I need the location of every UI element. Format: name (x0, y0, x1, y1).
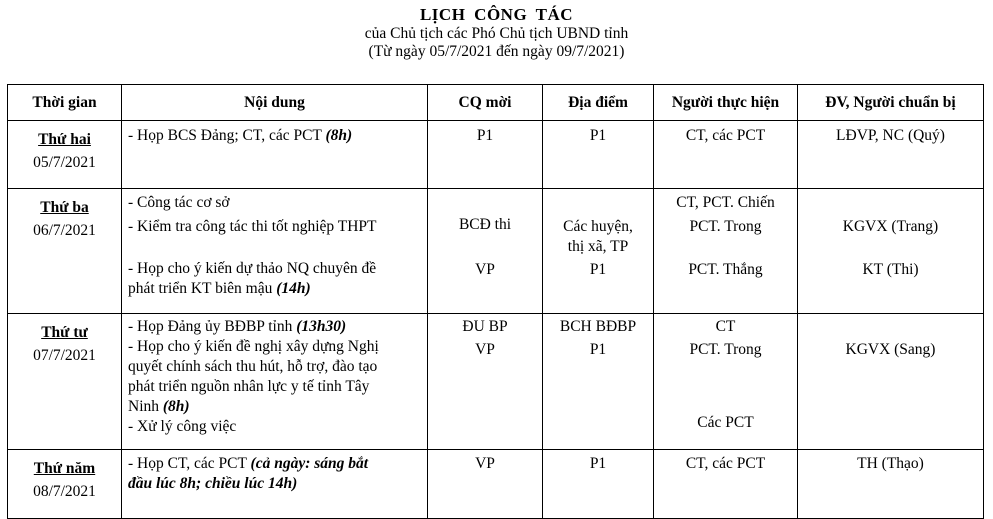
prep-cell: LĐVP, NC (Quý) (798, 121, 984, 189)
place-cell: Các huyện, thị xã, TP P1 (543, 189, 654, 314)
agenda-item: - Công tác cơ sở (128, 194, 230, 211)
schedule-table (7, 84, 984, 519)
day-cell (8, 450, 122, 519)
agenda-item: - Họp cho ý kiến đề nghị xây dựng Nghị quyết chính sách thu hút, hỗ trợ, đào tạo phát triển nguồn nhân lực y tế tỉnh Tây Ninh (8h) (128, 338, 379, 415)
place-cell: BCH BĐBP P1 (543, 314, 654, 450)
day-date: 06/7/2021 (33, 222, 96, 239)
content-cell (122, 189, 428, 314)
cq-cell: ĐU BP VP (428, 314, 543, 450)
prep-cell: KGVX (Sang) (798, 314, 984, 450)
person-cell: CT PCT. Trong Các PCT (654, 314, 798, 450)
day-cell (8, 314, 122, 450)
place-cell: P1 (543, 121, 654, 189)
day-name: Thứ tư (41, 324, 88, 341)
date-range: (Từ ngày 05/7/2021 đến ngày 09/7/2021) (368, 43, 625, 60)
content-cell (122, 314, 428, 450)
header-content: Nội dung (122, 85, 428, 121)
day-date: 05/7/2021 (33, 154, 96, 171)
header-person: Người thực hiện (654, 85, 798, 121)
content-cell (122, 121, 428, 189)
cq-cell: BCĐ thi VP (428, 189, 543, 314)
table-row (8, 450, 984, 519)
document-subtitle: của Chủ tịch các Phó Chủ tịch UBND tỉnh (364, 25, 629, 42)
content-cell (122, 450, 428, 519)
prep-cell: KGVX (Trang) KT (Thi) (798, 189, 984, 314)
header-cq: CQ mời (428, 85, 543, 121)
header-time: Thời gian (8, 85, 122, 121)
person-cell: CT, PCT. Chiến PCT. Trong PCT. Thắng (654, 189, 798, 314)
header-prep: ĐV, Người chuẩn bị (798, 85, 984, 121)
table-row (8, 189, 984, 314)
day-name: Thứ hai (38, 131, 91, 148)
day-name: Thứ ba (40, 199, 89, 216)
agenda-item: - Họp Đảng ủy BĐBP tỉnh (13h30) (128, 318, 347, 335)
agenda-item: - Kiểm tra công tác thi tốt nghiệp THPT (128, 218, 377, 235)
agenda-item: - Họp cho ý kiến dự thảo NQ chuyên đề phát triển KT biên mậu (14h) (128, 260, 377, 297)
day-name: Thứ năm (33, 460, 96, 477)
table-header-row (8, 85, 984, 121)
place-cell: P1 (543, 450, 654, 519)
header-place: Địa điểm (543, 85, 654, 121)
agenda-item: - Xử lý công việc (128, 418, 237, 435)
table-row (8, 121, 984, 189)
day-cell (8, 189, 122, 314)
cq-cell: P1 (428, 121, 543, 189)
agenda-item: - Họp BCS Đảng; CT, các PCT (8h) (128, 127, 353, 144)
cq-cell: VP (428, 450, 543, 519)
table-row (8, 314, 984, 450)
day-date: 08/7/2021 (33, 483, 96, 500)
agenda-item: - Họp CT, các PCT (cả ngày: sáng bắt đầu lúc 8h; chiều lúc 14h) (128, 455, 369, 492)
day-date: 07/7/2021 (33, 347, 96, 364)
person-cell: CT, các PCT (654, 121, 798, 189)
day-cell (8, 121, 122, 189)
document-header (0, 4, 993, 61)
person-cell: CT, các PCT (654, 450, 798, 519)
document-title: LỊCH CÔNG TÁC (419, 5, 574, 24)
prep-cell: TH (Thạo) (798, 450, 984, 519)
